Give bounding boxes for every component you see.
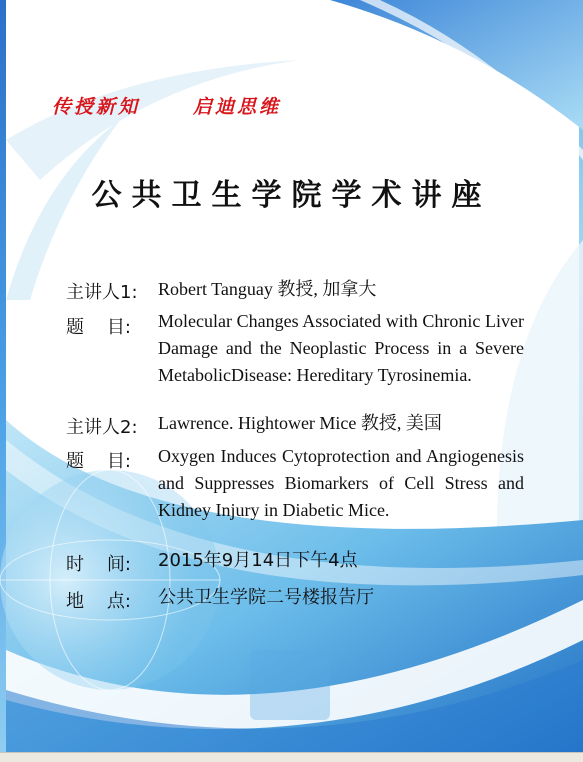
- time-value: 2015年9月14日下午4点: [158, 550, 358, 571]
- speaker2-label: 主讲人2:: [66, 417, 138, 438]
- speaker2-name: Lawrence. Hightower Mice 教授, 美国: [158, 413, 442, 433]
- place-value: 公共卫生学院二号楼报告厅: [158, 587, 374, 608]
- place-label: 地 点:: [66, 591, 131, 612]
- slogan-left: 传授新知: [52, 96, 141, 118]
- speaker1-label: 主讲人1:: [66, 282, 138, 303]
- topic2-label: 题 目:: [66, 451, 131, 472]
- speaker1-name: Robert Tanguay 教授, 加拿大: [158, 279, 377, 299]
- topic2-text: Oxygen Induces Cytoprotection and Angiogenesis and Suppresses Biomarkers of Cell Stress and Kidney Injury in Diabetic Mice.: [158, 446, 524, 520]
- slogan-right: 启迪思维: [193, 96, 282, 118]
- topic1-label: 题 目:: [66, 317, 131, 338]
- topic1-text: Molecular Changes Associated with Chronic Liver Damage and the Neoplastic Process in a Severe MetabolicDisease: Hereditary Tyrosinemia.: [158, 311, 524, 385]
- time-label: 时 间:: [66, 554, 131, 575]
- poster-title: 公共卫生学院学术讲座: [91, 178, 492, 213]
